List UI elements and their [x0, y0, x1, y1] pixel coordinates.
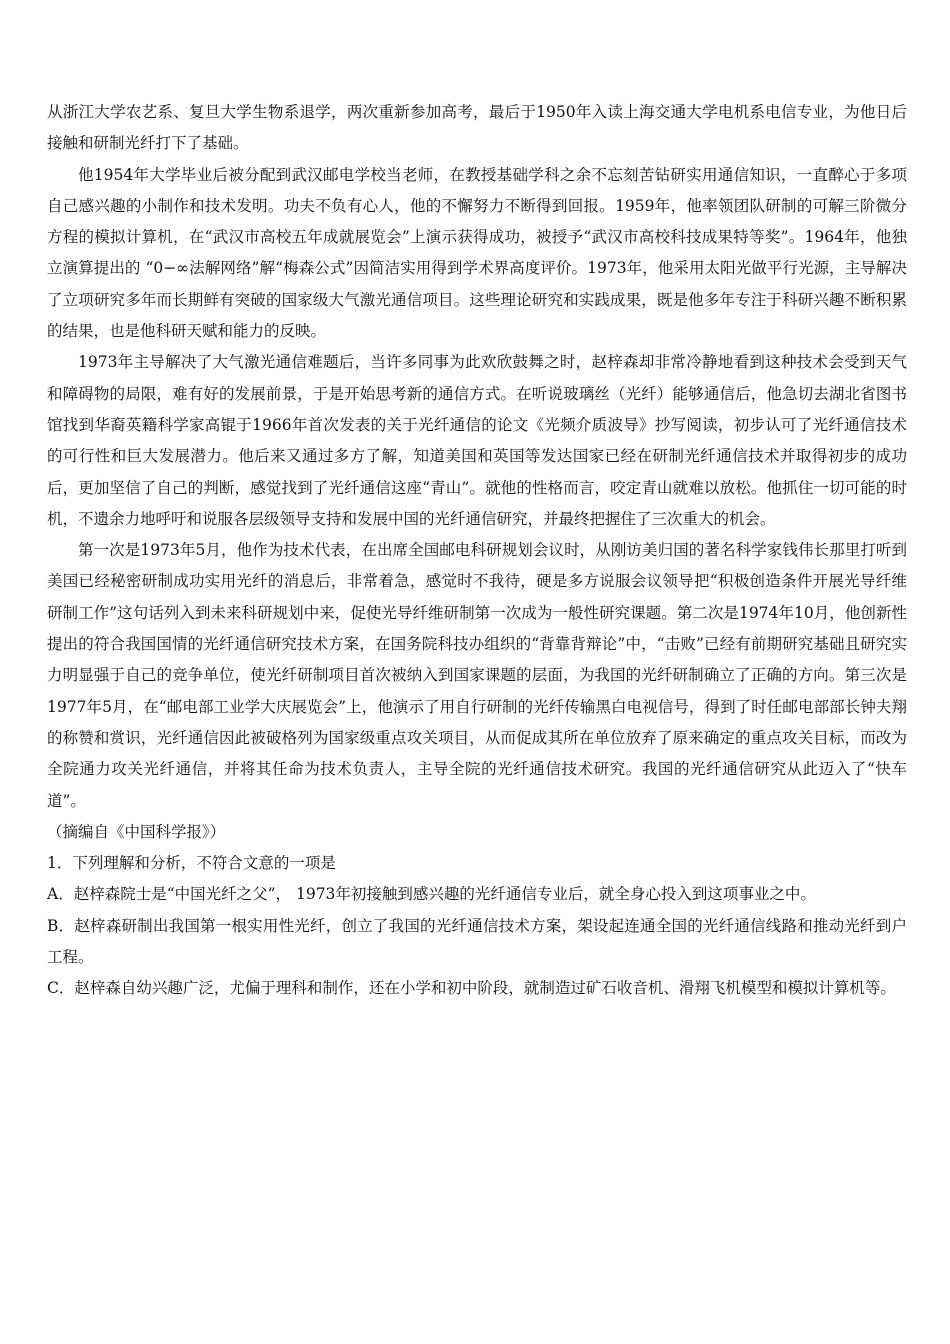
article-paragraph-1: 从浙江大学农艺系、复旦大学生物系退学，两次重新参加高考，最后于1950年入读上海交通大学电机系电信专业，为他日后接触和研制光纤打下了基础。 — [47, 103, 907, 153]
article-paragraph-2: 他1954年大学毕业后被分配到武汉邮电学校当老师，在教授基础学科之余不忘刻苦钻研实用通信知识，一直醉心于多项自己感兴趣的小制作和技术发明。功夫不负有心人，他的不懈努力不断得到回报。1959年，他率领团队研制的可解三阶微分方程的模拟计算机，在“武汉市高校五年成就展览会”上演示获得成功，被授予“武汉市高校科技成果特等奖”。1964年，他独立演算提出的 “0−∞法解网络”解“梅森公式”因简洁实用得到学术界高度评价。1973年，他采用太阳光做平行光源，主导解决了立项研究多年而长期鲜有突破的国家级大气激光通信项目。这些理论研究和实践成果，既是他多年专注于科研兴趣不断积累的结果，也是他科研天赋和能力的反映。 — [47, 165, 907, 341]
article-paragraph-3: 1973年主导解决了大气激光通信难题后，当许多同事为此欢欣鼓舞之时，赵梓森却非常冷静地看到这种技术会受到天气和障碍物的局限，难有好的发展前景，于是开始思考新的通信方式。在听说玻璃丝（光纤）能够通信后，他急切去湖北省图书馆找到华裔英籍科学家高锟于1966年首次发表的关于光纤通信的论文《光频介质波导》抄写阅读，初步认可了光纤通信技术的可行性和巨大发展潜力。他后来又通过多方了解，知道美国和英国等发达国家已经在研制光纤通信技术并取得初步的成功后，更加坚信了自己的判断，感觉找到了光纤通信这座“青山”。就他的性格而言，咬定青山就难以放松。他抓住一切可能的时机，不遗余力地呼吁和说服各层级领导支持和发展中国的光纤通信研究，并最终把握住了三次重大的机会。 — [47, 353, 907, 528]
question-option-a: A．赵梓森院士是“中国光纤之父”， 1973年初接触到感兴趣的光纤通信专业后，就全身心投入到这项事业之中。 — [47, 885, 816, 904]
article-source: （摘编自《中国科学报》） — [47, 822, 226, 841]
document-page — [47, 97, 907, 1005]
article-paragraph-4: 第一次是1973年5月，他作为技术代表，在出席全国邮电科研规划会议时，从刚访美归国的著名科学家钱伟长那里打听到美国已经秘密研制成功实用光纤的消息后，非常着急，感觉时不我待，硬是多方说服会议领导把“积极创造条件开展光导纤维研制工作”这句话列入到未来科研规划中来，促使光导纤维研制第一次成为一般性研究课题。第二次是1974年10月，他创新性提出的符合我国国情的光纤通信研究技术方案，在国务院科技办组织的“背靠背辩论”中，“击败”已经有前期研究基础且研究实力明显强于自己的竞争单位，使光纤研制项目首次被纳入到国家课题的层面，为我国的光纤研制确立了正确的方向。第三次是1977年5月，在“邮电部工业学大庆展览会”上，他演示了用自行研制的光纤传输黑白电视信号，得到了时任邮电部部长钟夫翔的称赞和赏识，光纤通信因此被破格列为国家级重点攻关项目，从而促成其所在单位放弃了原来确定的重点攻关目标，而改为全院通力攻关光纤通信，并将其任命为技术负责人，主导全院的光纤通信技术研究。我国的光纤通信研究从此迈入了“快车道”。 — [47, 541, 907, 810]
question-option-c: C．赵梓森自幼兴趣广泛，尤偏于理科和制作，还在小学和初中阶段，就制造过矿石收音机、滑翔飞机模型和模拟计算机等。 — [47, 979, 896, 998]
question-option-b: B．赵梓森研制出我国第一根实用性光纤，创立了我国的光纤通信技术方案，架设起连通全国的光纤通信线路和推动光纤到户工程。 — [47, 916, 907, 967]
question-stem: 1．下列理解和分析，不符合文意的一项是 — [47, 854, 336, 873]
